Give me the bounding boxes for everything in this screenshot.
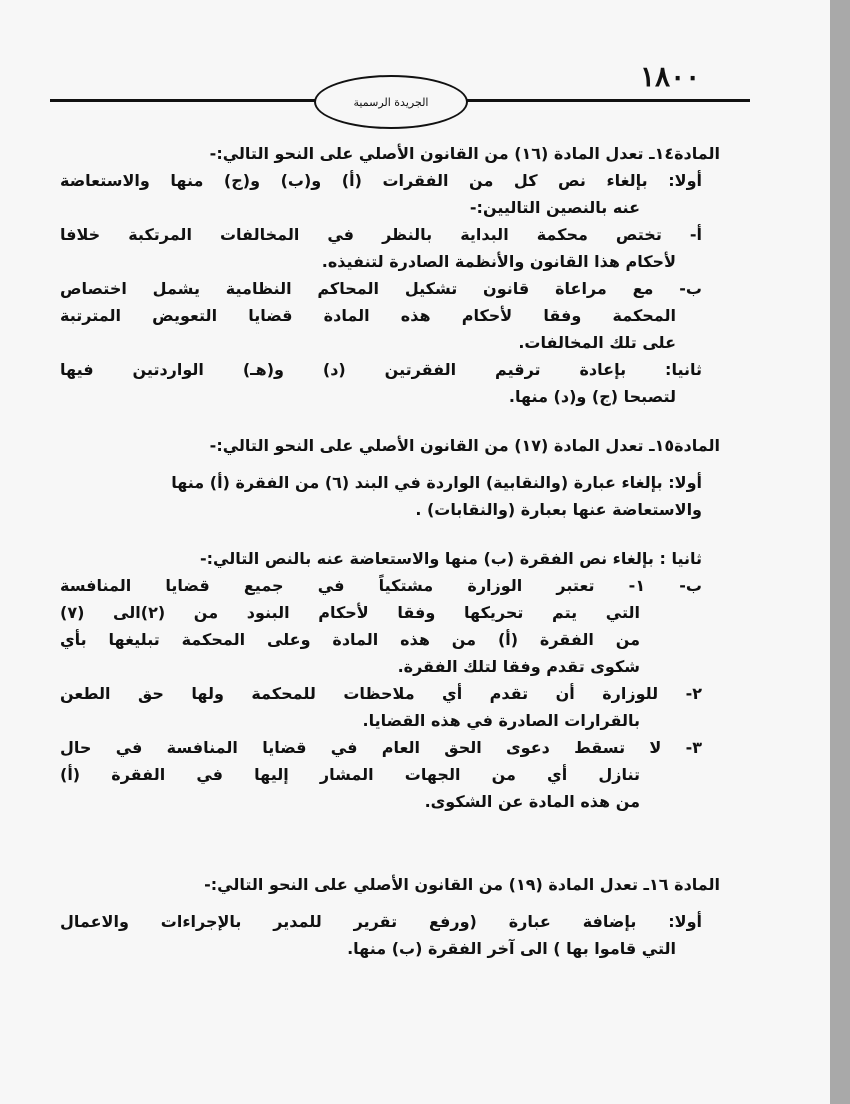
document-body <box>60 140 720 962</box>
paragraph-line: التي يتم تحريكها وفقا لأحكام البنود من (٢)الى (٧) <box>60 603 641 622</box>
spacer <box>60 459 720 469</box>
spacer <box>60 898 720 908</box>
gazette-name: الجريدة الرسمية <box>353 95 429 109</box>
paragraph-line: أولا: بإلغاء عبارة (والنقابية) الواردة في البند (٦) من الفقرة (أ) منها <box>171 473 702 492</box>
article-16 <box>60 871 720 962</box>
page-number: ١٨٠٠ <box>640 60 701 93</box>
paragraph-line: لتصبحا (ج) و(د) منها. <box>508 387 676 406</box>
paragraph-line: أولا: بإلغاء نص كل من الفقرات (أ) و(ب) و(ج) منها والاستعاضة <box>60 171 702 190</box>
paragraph-line: على تلك المخالفات. <box>518 333 676 352</box>
paragraph-line: ثانيا: بإعادة ترقيم الفقرتين (د) و(هـ) الواردتين فيها <box>60 360 702 379</box>
scrollbar-gutter <box>830 0 850 1104</box>
article-15-heading: المادة١٥ـ تعدل المادة (١٧) من القانون الأصلي على النحو التالي:- <box>209 436 720 455</box>
paragraph-line: التي قاموا بها ) الى آخر الفقرة (ب) منها. <box>347 939 676 958</box>
paragraph-line: ٣- لا تسقط دعوى الحق العام في قضايا المنافسة في حال <box>60 738 702 757</box>
paragraph-line: تنازل أي من الجهات المشار إليها في الفقرة (أ) <box>60 765 640 784</box>
paragraph-line: أولا: بإضافة عبارة (ورفع تقرير للمدير بالإجراءات والاعمال <box>60 912 702 931</box>
spacer <box>60 523 720 545</box>
article-15 <box>60 432 720 815</box>
paragraph-line: أ- تختص محكمة البداية بالنظر في المخالفات المرتكبة خلافا <box>60 225 702 244</box>
article-14-heading: المادة١٤ـ تعدل المادة (١٦) من القانون الأصلي على النحو التالي:- <box>209 144 720 163</box>
paragraph-line: لأحكام هذا القانون والأنظمة الصادرة لتنفيذه. <box>321 252 676 271</box>
paragraph-line: ب- ١- تعتبر الوزارة مشتكياً في جميع قضايا المنافسة <box>60 576 702 595</box>
paragraph-line: عنه بالنصين التاليين:- <box>469 198 640 217</box>
article-16-heading: المادة ١٦ـ تعدل المادة (١٩) من القانون الأصلي على النحو التالي:- <box>204 875 720 894</box>
gazette-header-oval <box>314 75 468 129</box>
paragraph-line: والاستعاضة عنها بعبارة (والنقابات) . <box>415 500 702 519</box>
paragraph-line: ٢- للوزارة أن تقدم أي ملاحظات للمحكمة ولها حق الطعن <box>60 684 702 703</box>
paragraph-line: ب- مع مراعاة قانون تشكيل المحاكم النظامية يشمل اختصاص <box>60 279 702 298</box>
spacer <box>60 815 720 871</box>
paragraph-line: بالقرارات الصادرة في هذه القضايا. <box>362 711 640 730</box>
paragraph-line: ثانيا : بإلغاء نص الفقرة (ب) منها والاستعاضة عنه بالنص التالي:- <box>200 549 702 568</box>
paragraph-line: من الفقرة (أ) من هذه المادة وعلى المحكمة تبليغها بأي <box>60 630 640 649</box>
spacer <box>60 410 720 432</box>
paragraph-line: من هذه المادة عن الشكوى. <box>424 792 640 811</box>
article-14 <box>60 140 720 410</box>
paragraph-line: المحكمة وفقا لأحكام هذه المادة قضايا التعويض المترتبة <box>60 306 676 325</box>
paragraph-line: شكوى تقدم وفقا لتلك الفقرة. <box>397 657 640 676</box>
